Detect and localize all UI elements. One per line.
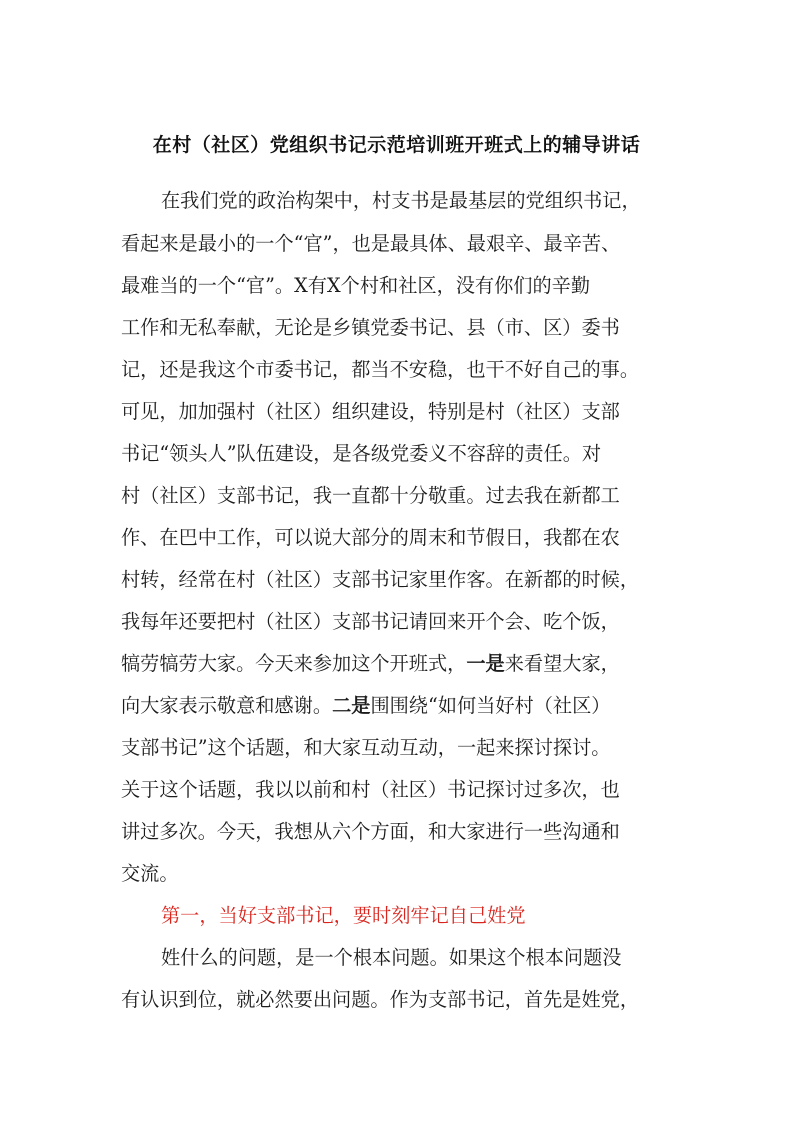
paragraph-line: 支部书记”这个话题，和大家互动互动，一起来探讨探讨。: [121, 736, 611, 759]
paragraph-line: 关于这个话题，我以以前和村（社区）书记探讨过多次，也: [121, 778, 620, 801]
line-text: 向大家表示敬意和感谢。: [121, 694, 333, 717]
paragraph-line: 村转，经常在村（社区）支部书记家里作客。在新都的时候，: [121, 568, 640, 591]
paragraph-line: 最难当的一个“官”。X有X个村和社区，没有你们的辛勤: [121, 274, 591, 297]
emphasis-second: 二是: [332, 694, 371, 717]
emphasis-first: 一是: [466, 652, 505, 675]
paragraph-line: 有认识到位，就必然要出问题。作为支部书记，首先是姓党，: [121, 988, 640, 1011]
paragraph-line: 工作和无私奉献，无论是乡镇党委书记、县（市、区）委书: [121, 316, 620, 339]
paragraph-line: [121, 647, 620, 681]
paragraph-line: 书记“领头人”队伍建设，是各级党委义不容辞的责任。对: [121, 442, 602, 465]
paragraph-line: 可见，加加强村（社区）组织建设，特别是村（社区）支部: [121, 400, 620, 423]
document-title: 在村（社区）党组织书记示范培训班开班式上的辅导讲话: [152, 134, 641, 156]
paragraph-line: 作、在巴中工作，可以说大部分的周末和节假日，我都在农: [121, 526, 620, 549]
line-text: 围围绕“如何当好村（社区）: [370, 694, 611, 717]
paragraph-line: [121, 689, 611, 723]
paragraph-line: 讲过多次。今天，我想从六个方面，和大家进行一些沟通和: [121, 820, 620, 843]
line-text: 来看望大家，: [504, 652, 620, 675]
paragraph-line: 在我们党的政治构架中，村支书是最基层的党组织书记，: [161, 189, 641, 212]
paragraph-line: 姓什么的问题，是一个根本问题。如果这个根本问题没: [161, 946, 622, 969]
line-text: 犒劳犒劳大家。今天来参加这个开班式，: [121, 652, 467, 675]
paragraph-line: 记，还是我这个市委书记，都当不安稳，也干不好自己的事。: [121, 358, 640, 381]
paragraph-line: 我每年还要把村（社区）支部书记请回来开个会、吃个饭，: [121, 610, 620, 633]
paragraph-line: 村（社区）支部书记，我一直都十分敬重。过去我在新都工: [121, 484, 620, 507]
paragraph-line: 交流。: [121, 862, 179, 885]
paragraph-line: 看起来是最小的一个“官”，也是最具体、最艰辛、最辛苦、: [121, 232, 621, 255]
section-heading: 第一，当好支部书记，要时刻牢记自己姓党: [161, 904, 526, 927]
